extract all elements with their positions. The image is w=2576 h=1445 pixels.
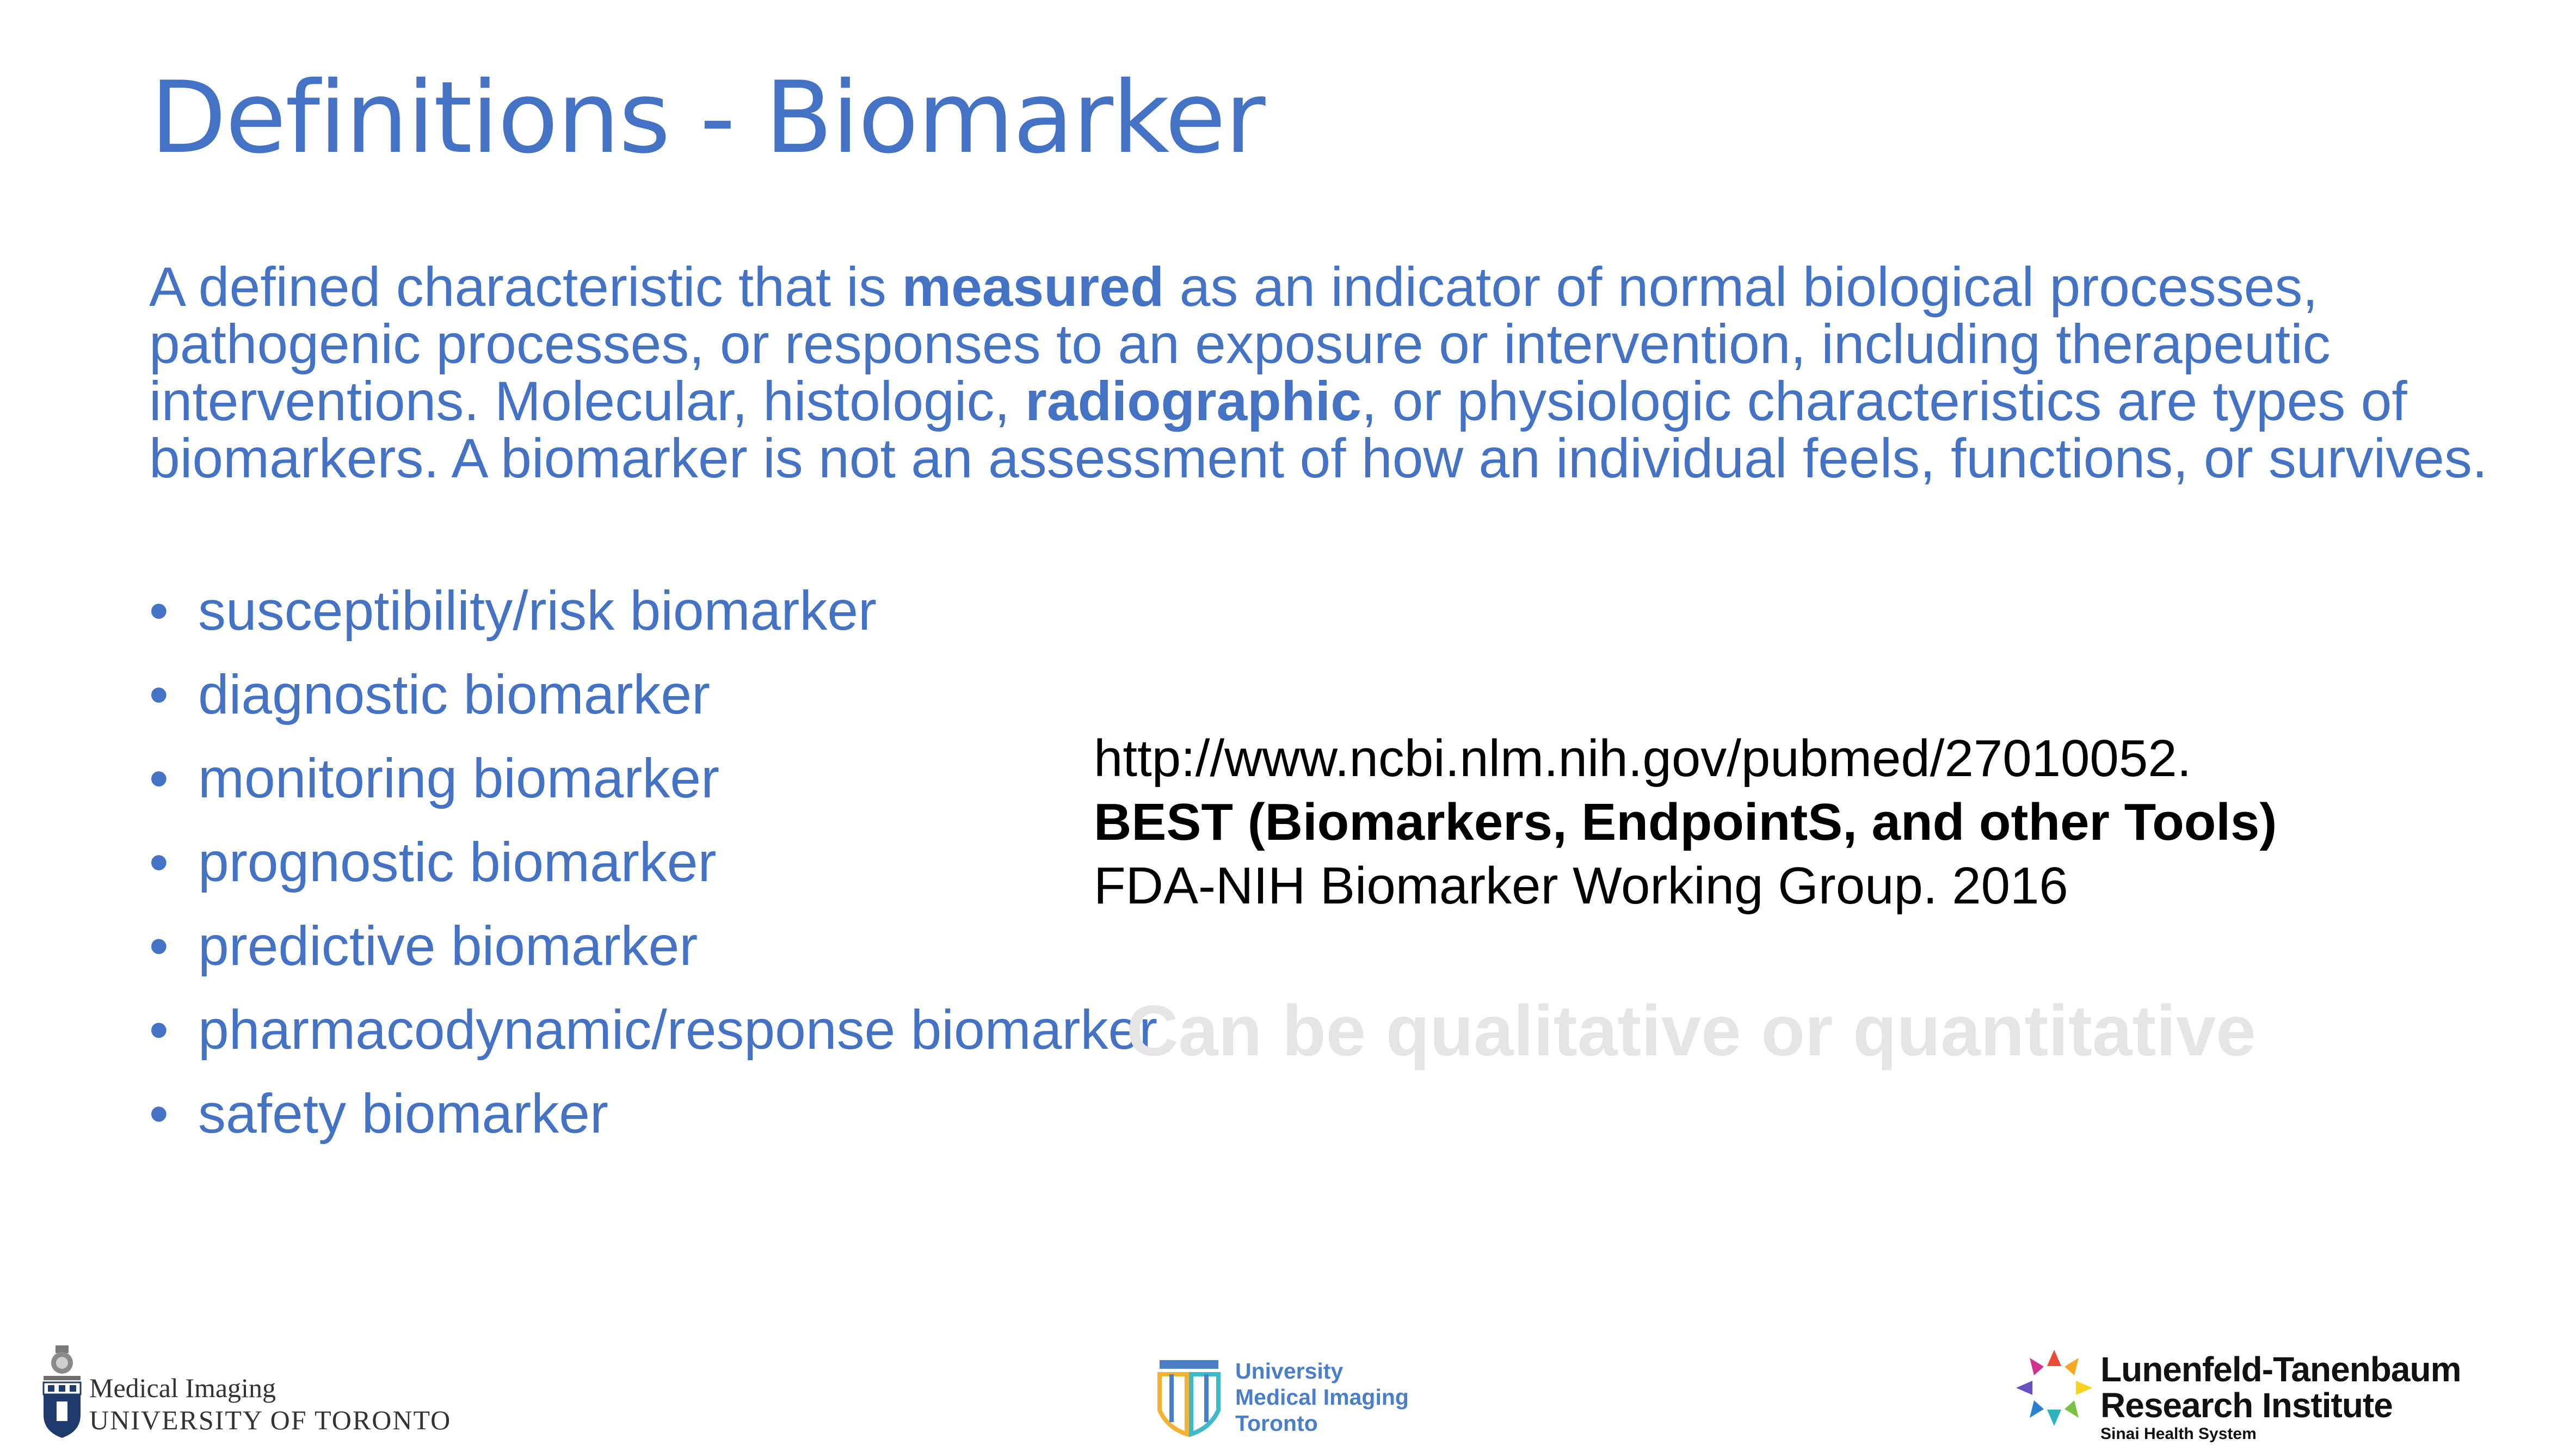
reference-url: http://www.ncbi.nlm.nih.gov/pubmed/27010052. [1094,729,2192,788]
shield-logo-icon [1156,1358,1222,1440]
definition-paragraph [149,256,2489,489]
list-item: • diagnostic biomarker [149,653,1157,736]
reference-block [1094,727,2277,918]
ltri-logo-line2: Research Institute [2100,1386,2393,1425]
definition-bold-radiographic: radiographic [1025,370,1361,432]
slide-title: Definitions - Biomarker [150,60,1265,175]
star-burst-icon [2013,1347,2095,1429]
crest-icon [40,1344,84,1440]
uoft-logo-line2: UNIVERSITY OF TORONTO [89,1405,452,1435]
definition-text-3: , or physiologic characteristics are types of biomarkers. A biomarker is not an assessment of how an individual feels, functions, or survives. [149,370,2488,489]
reference-source: FDA-NIH Biomarker Working Group. 2016 [1094,857,2068,915]
list-item: • predictive biomarker [149,904,1157,988]
uoft-logo-text [89,1372,451,1436]
uoft-medical-imaging-logo [40,1344,476,1442]
umit-logo-line2: Medical Imaging [1235,1385,1409,1410]
definition-bold-measured: measured [902,256,1164,318]
umit-logo-line3: Toronto [1235,1411,1318,1436]
uoft-logo-line1: Medical Imaging [89,1373,276,1403]
ltri-logo-text [2100,1351,2461,1445]
list-item: • monitoring biomarker [149,736,1157,820]
definition-text-1: A defined characteristic that is [149,256,902,318]
ltri-logo-line3: Sinai Health System [2100,1425,2257,1443]
umit-logo-text [1235,1358,1409,1436]
definition-text-2: as an indicator of normal biological processes, pathogenic processes, or responses to an exposure or intervention, including therapeutic interventions. Molecular, histologic, [149,256,2331,432]
qualitative-note: Can be qualitative or quantitative [1126,991,2256,1071]
ltri-logo [2013,1347,2487,1443]
list-item: • susceptibility/risk biomarker [149,569,1157,653]
ltri-logo-line1: Lunenfeld-Tanenbaum [2100,1350,2461,1389]
list-item: • prognostic biomarker [149,820,1157,904]
list-item: • pharmacodynamic/response biomarker [149,988,1157,1072]
reference-title: BEST (Biomarkers, EndpointS, and other Tools) [1094,793,2277,851]
umit-logo [1156,1358,1450,1440]
biomarker-type-list [149,569,1157,1155]
umit-logo-line1: University [1235,1358,1344,1383]
list-item: • safety biomarker [149,1072,1157,1155]
